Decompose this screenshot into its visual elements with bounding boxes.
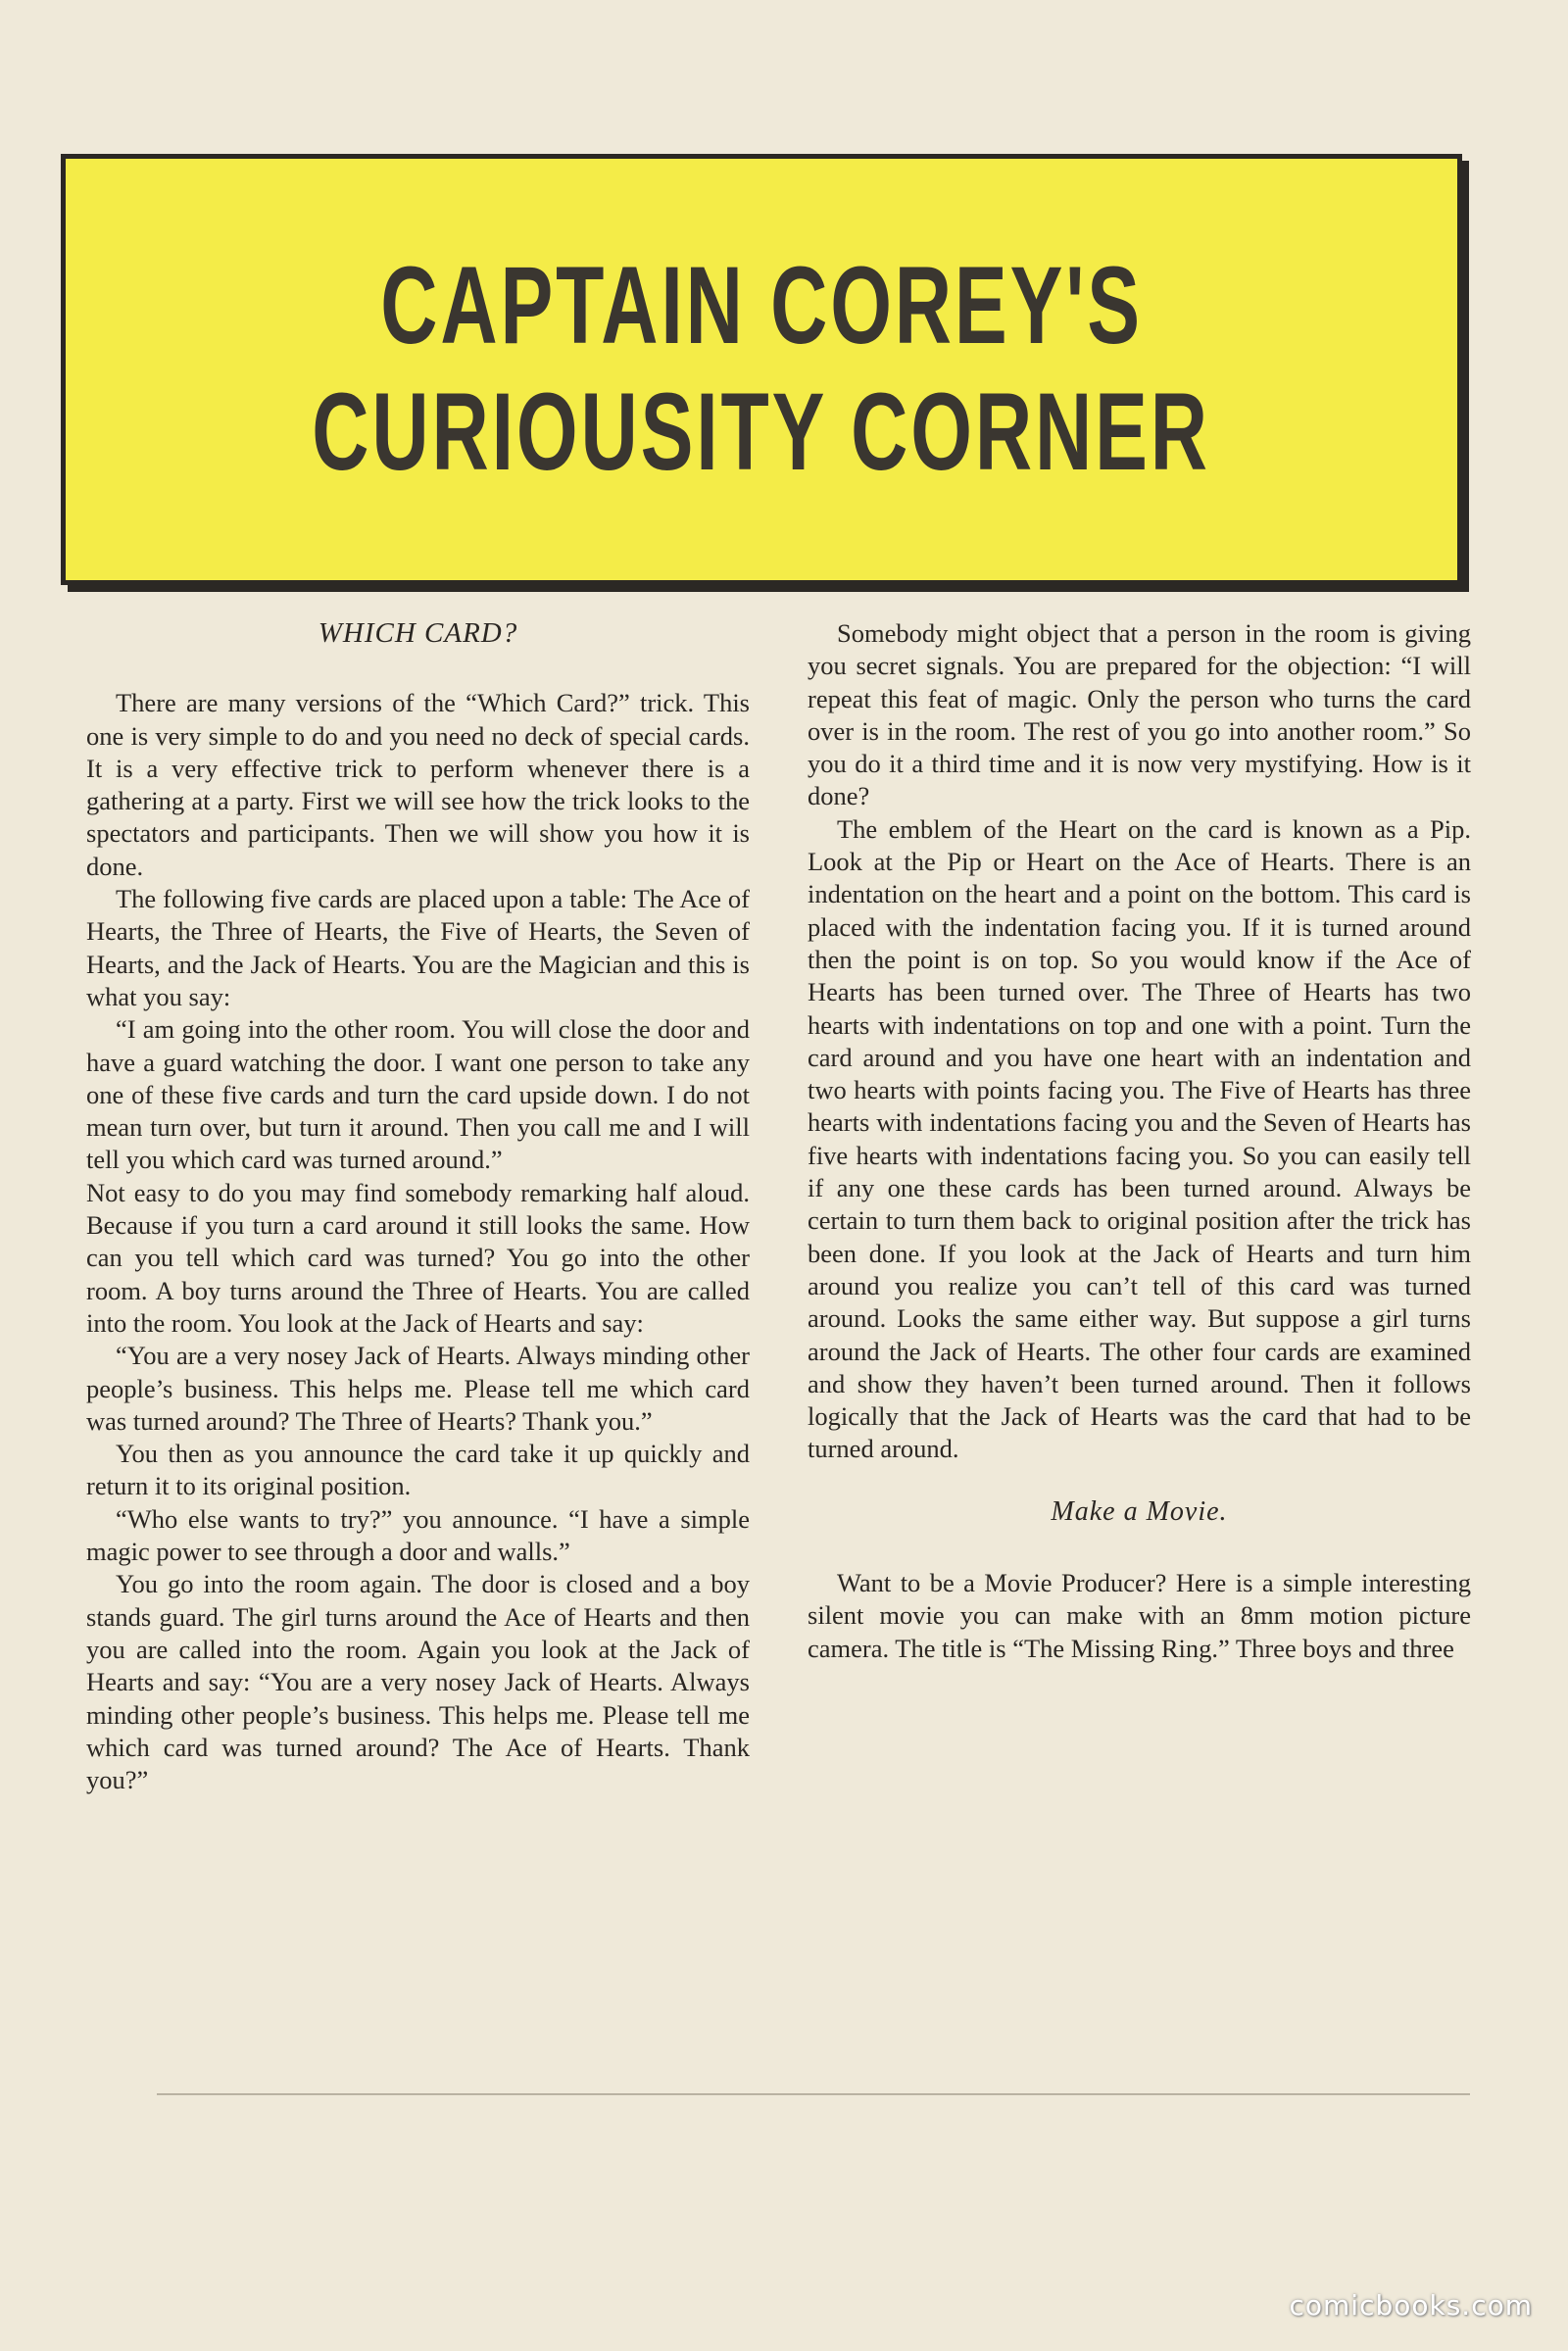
paragraph: There are many versions of the “Which Card?” trick. This one is very simple to do and you need no deck of special cards. It is a very effective trick to perform whenever there is a gathering at a party. First we will see how the trick looks to the spectators and participants. Then we will show you how it is done. — [86, 688, 750, 881]
article-title-which-card: WHICH CARD? — [318, 617, 518, 649]
paragraph: You then as you announce the card take it up quickly and return it to its original position. — [86, 1439, 750, 1501]
paragraph: The following five cards are placed upon a table: The Ace of Hearts, the Three of Hearts, the Five of Hearts, the Seven of Hearts, and the Jack of Hearts. You are the Magician and this is what you say: — [86, 884, 750, 1011]
left-column — [86, 617, 750, 1796]
paragraph: “Who else wants to try?” you announce. “I have a simple magic power to see through a door and walls.” — [86, 1503, 750, 1567]
paragraph: Not easy to do you may find somebody remarking half aloud. Because if you turn a card around it still looks the same. How can you tell which card was turned? You go into the other room. A boy turns around the Three of Hearts. You are called into the room. You look at the Jack of Hearts and say: — [86, 1177, 750, 1338]
bottom-divider — [157, 2093, 1470, 2095]
banner-title-line-2: CURIOUSITY CORNER — [312, 370, 1211, 493]
title-banner — [61, 154, 1462, 585]
paragraph: The emblem of the Heart on the card is known as a Pip. Look at the Pip or Heart on the Ace of Hearts. There is an indentation on the heart and a point on the bottom. This card is placed with the indentation facing you. If it is turned around then the point is on top. So you would know if the Ace of Hearts has been turned over. The Three of Hearts has two hearts with indentations on top and one with a point. Turn the card around and you have one heart with an indentation and two hearts with points facing you. The Five of Hearts has three hearts with indentations facing you and the Seven of Hearts has five hearts with indentations facing you. So you can easily tell if any one these cards has been turned around. Always be certain to turn them back to original position after the trick has been done. If you look at the Jack of Hearts and turn him around you realize you can’t tell of this card was turned around. Looks the same either way. But suppose a girl turns around the Jack of Hearts. The other four cards are examined and show they haven’t been turned around. Then it follows logically that the Jack of Hearts was the card that had to be turned around. — [808, 813, 1471, 1464]
right-column — [808, 617, 1471, 1665]
paragraph: “You are a very nosey Jack of Hearts. Always minding other people’s business. This helps me. Please tell me which card was turned around? The Three of Hearts? Thank you.” — [86, 1341, 750, 1436]
article-title-make-a-movie: Make a Movie. — [1051, 1495, 1228, 1527]
banner-title-line-1: CAPTAIN COREY'S — [380, 244, 1143, 367]
paragraph: “I am going into the other room. You will close the door and have a guard watching the door. I want one person to take any one of these five cards and turn the card upside down. I do not mean turn over, but turn it around. Then you call me and I will tell you which card was turned around.” — [86, 1014, 750, 1175]
paragraph: Want to be a Movie Producer? Here is a simple interesting silent movie you can make with an 8mm motion picture camera. The title is “The Missing Ring.” Three boys and three — [808, 1568, 1471, 1663]
paragraph: Somebody might object that a person in the room is giving you secret signals. You are prepared for the objection: “I will repeat this feat of magic. Only the person who turns the card over is in the room. The rest of you go into another room.” So you do it a third time and it is now very mystifying. How is it done? — [808, 618, 1471, 811]
watermark: comicbooks.com — [1289, 2289, 1533, 2322]
paragraph: You go into the room again. The door is closed and a boy stands guard. The girl turns around the Ace of Hearts and then you are called into the room. Again you look at the Jack of Hearts and say: “You are a very nosey Jack of Hearts. Always minding other people’s business. This helps me. Please tell me which card was turned around? The Ace of Hearts. Thank you?” — [86, 1569, 750, 1795]
